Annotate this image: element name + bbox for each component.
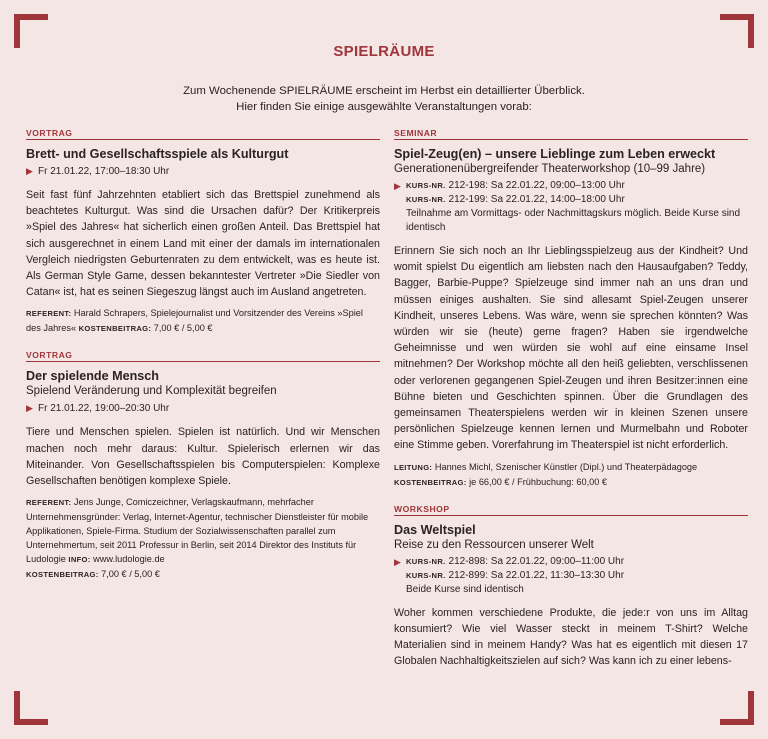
course-text: 212-898: Sa 22.01.22, 09:00–11:00 Uhr — [448, 555, 625, 567]
intro-line-1: Zum Wochenende SPIELRÄUME erscheint im Herbst ein detaillierter Überblick. — [183, 85, 585, 97]
event-subtitle: Spielend Veränderung und Komplexität begreifen — [26, 385, 277, 398]
triangle-marker-icon: ▶ — [394, 556, 401, 567]
event-spielende-mensch — [26, 350, 380, 582]
spacer — [394, 193, 406, 207]
kosten-label: KOSTENBEITRAG: — [394, 477, 467, 487]
course-item — [394, 569, 748, 583]
event-subtitle: Generationenübergreifender Theaterworkshop (10–99 Jahre) — [394, 163, 706, 175]
triangle-marker-icon: ▶ — [26, 166, 33, 176]
intro-text — [0, 83, 768, 115]
course-text: 212-899: Sa 22.01.22, 11:30–13:30 Uhr — [448, 569, 625, 581]
corner-mark-bottom-left — [14, 691, 48, 725]
leitung-text: Hannes Michl, Szenischer Künstler (Dipl.) und Theaterpädagoge — [434, 461, 698, 472]
kosten-text: je 66,00 € / Frühbuchung: 60,00 € — [469, 476, 608, 487]
course-list — [394, 179, 748, 235]
category-label: VORTRAG — [26, 128, 380, 140]
category-label: SEMINAR — [394, 128, 748, 140]
kosten-text: 7,00 € / 5,00 € — [153, 323, 213, 334]
category-label: WORKSHOP — [394, 504, 748, 516]
event-meta — [26, 495, 380, 582]
course-list — [394, 555, 748, 597]
page-title: SPIELRÄUME — [333, 43, 435, 60]
event-meta — [26, 306, 380, 336]
kosten-label: KOSTENBEITRAG: — [78, 324, 152, 334]
spacer — [394, 569, 406, 583]
course-note: Beide Kurse sind identisch — [406, 583, 524, 595]
referent-label: REFERENT: — [26, 498, 72, 508]
leitung-label: LEITUNG: — [394, 462, 433, 472]
info-label: INFO: — [68, 555, 91, 565]
event-spiel-zeugen — [394, 128, 748, 490]
event-date — [26, 401, 380, 416]
event-meta — [394, 460, 748, 490]
kursnr-label: KURS-NR. — [406, 181, 446, 190]
course-item — [394, 193, 748, 207]
event-brettspiele — [26, 128, 380, 336]
kursnr-label: KURS-NR. — [406, 556, 446, 566]
info-link[interactable]: www.ludologie.de — [93, 554, 165, 565]
kursnr-label: KURS-NR. — [406, 570, 446, 580]
event-title: Das Weltspiel — [394, 522, 476, 537]
referent-text: Harald Schrapers, Spielejournalist und Vorsitzender des Vereins »Spiel des Jahres« — [26, 308, 363, 334]
kosten-text: 7,00 € / 5,00 € — [101, 569, 160, 580]
triangle-marker-icon: ▶ — [394, 181, 401, 191]
right-column — [394, 128, 748, 683]
event-description: Erinnern Sie sich noch an Ihr Lieblingsspielzeug aus der Kindheit? Und womit spielst Du eigentlich am liebsten nach den Hausaufgaben? Teddy, Bagger, Barbie-Puppe? Spielzeuge sind immer nah an uns dran und müssen einiges aushalten. Sie sind allesamt Spiel-Zeugen unserer Kindheit, unseres Lebens. Was wäre, wenn sie sprechen könnten? Was würden wir sie (heute) gerne fragen? Haben sie irgendwelche Geheimnisse und wen würden sie wohl auf eine einsame Insel mitnehmen? Der Workshop möchte all den heiß geliebten, verschlissenen oder verlorenen gegangenen Spiel-Zeugen und ihren Besitzer:innen eine Bühne bieten und Geschichten spinnen. Über die Grundlagen des gemeinsamen Theaterspielens werden wir in kleinen Szenen unsere persönlichen Spielzeuge kennen lernen und Murmelbahn und Roboter eine Stimme geben. Vorerfahrung im Theaterspiel ist nicht erforderlich. — [394, 245, 748, 452]
triangle-marker-icon: ▶ — [26, 403, 33, 414]
kosten-label: KOSTENBEITRAG: — [26, 570, 99, 580]
intro-line-2: Hier finden Sie einige ausgewählte Veranstaltungen vorab: — [236, 101, 532, 113]
corner-mark-bottom-right — [720, 691, 754, 725]
event-title: Spiel-Zeug(en) – unsere Lieblinge zum Leben erweckt — [394, 147, 716, 161]
event-date — [26, 164, 380, 179]
referent-label: REFERENT: — [26, 309, 72, 319]
kursnr-label: KURS-NR. — [406, 195, 446, 204]
event-weltspiel — [394, 504, 748, 670]
category-label: VORTRAG — [26, 350, 380, 362]
course-text: 212-199: Sa 22.01.22, 14:00–18:00 Uhr — [448, 194, 625, 205]
left-column — [26, 128, 380, 596]
event-date-text: Fr 21.01.22, 19:00–20:30 Uhr — [38, 403, 170, 415]
event-subtitle: Reise zu den Ressourcen unserer Welt — [394, 538, 594, 551]
referent-text: Jens Junge, Comiczeichner, Verlagskaufmann, mehrfacher Unternehmensgründer: Verlag, Internet-Agentur, technischer Dienstleister für mobile Applikationen, Spiele-Firma. Studium der Sozialwissenschaften parallel zum Unternehmertum, seit 2011 Professur in Berlin, seit 2014 Direktor des Instituts für Ludologie — [26, 497, 369, 565]
event-description: Seit fast fünf Jahrzehnten etabliert sich das Brettspiel zunehmend als beachtetes Kulturgut. Was sind die Ursachen dafür? Der Kritikerpreis »Spiel des Jahres« hat sicherlich einen großen Anteil. Das Brettspiel hat sich ausgerechnet in einem Land mit einer der damals im internationalen Vergleich niedrigsten Geburtenraten zu dem entwickelt, was es heute ist. Als German Style Game, dessen bekanntester Vertreter »Die Siedler von Catan« ist, hat es seinen Siegeszug längst auch im Ausland angetreten. — [26, 189, 380, 299]
event-description: Tiere und Menschen spielen. Spielen ist natürlich. Und wir Menschen machen noch mehr daraus: Kultur. Spielerisch erlernen wir das Miteinander. Von Gesellschaftsspielen bis Computerspielen: Komplexe Gesellschaften benötigen komplexe Spiele. — [26, 426, 380, 488]
event-description: Woher kommen verschiedene Produkte, die jede:r von uns im Alltag konsumiert? Wie viel Wasser steckt in meinem T-Shirt? Welche Materialien sind in meinem Handy? Was hat es eigentlich mit diesen 17 Globalen Nachhaltigkeitszielen auf sich? Was kann ich zu einer lebens- — [394, 606, 748, 668]
event-date-text: Fr 21.01.22, 17:00–18:30 Uhr — [38, 166, 170, 177]
event-title: Der spielende Mensch — [26, 369, 159, 384]
event-title: Brett- und Gesellschaftsspiele als Kulturgut — [26, 147, 289, 161]
course-note: Teilnahme am Vormittags- oder Nachmittagskurs möglich. Beide Kurse sind identisch — [406, 208, 741, 233]
course-item — [394, 555, 748, 569]
course-item — [394, 179, 748, 193]
course-text: 212-198: Sa 22.01.22, 09:00–13:00 Uhr — [448, 180, 625, 191]
